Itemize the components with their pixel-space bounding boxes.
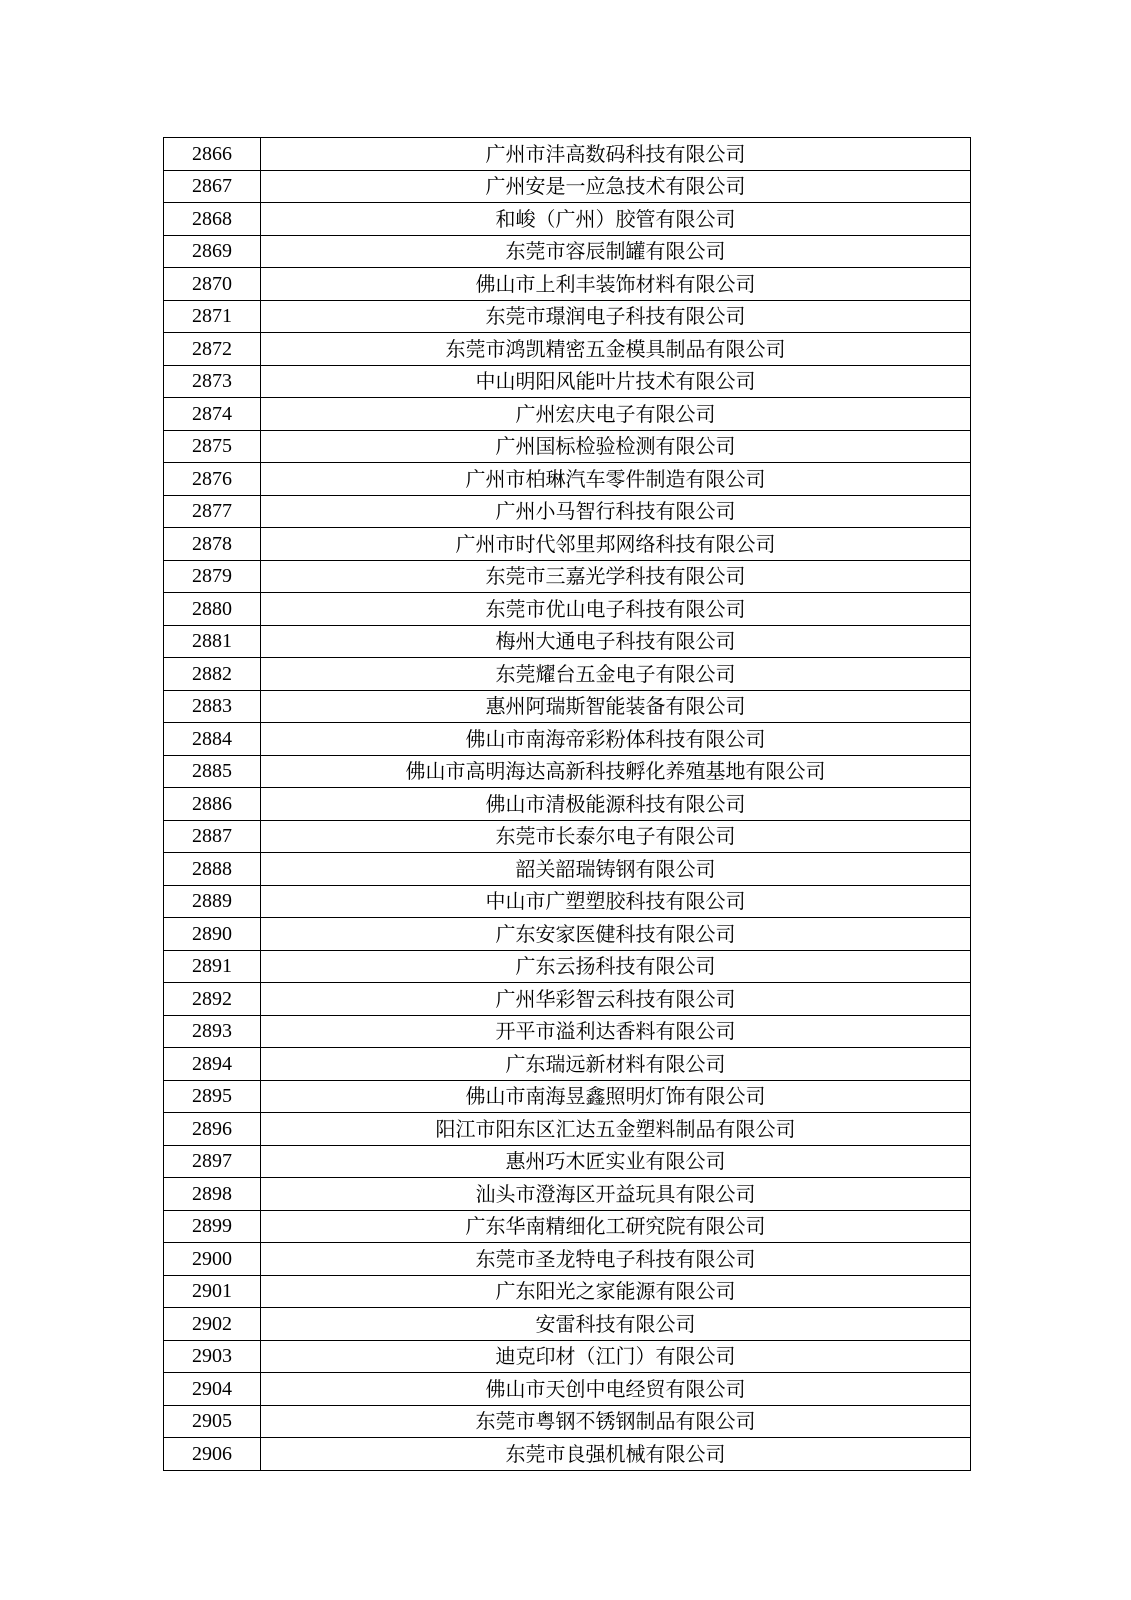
- table-row: [164, 690, 971, 723]
- row-number-cell: 2878: [164, 528, 261, 561]
- company-name-cell: 广州国标检验检测有限公司: [261, 430, 971, 463]
- company-name-cell: 广州华彩智云科技有限公司: [261, 983, 971, 1016]
- row-number-cell: 2903: [164, 1340, 261, 1373]
- row-number-cell: 2882: [164, 658, 261, 691]
- row-number-cell: 2883: [164, 690, 261, 723]
- company-name-cell: 东莞市圣龙特电子科技有限公司: [261, 1243, 971, 1276]
- row-number-cell: 2894: [164, 1048, 261, 1081]
- company-name-cell: 东莞市容辰制罐有限公司: [261, 235, 971, 268]
- table-row: [164, 1275, 971, 1308]
- company-name-cell: 东莞市优山电子科技有限公司: [261, 593, 971, 626]
- table-row: [164, 1015, 971, 1048]
- company-name-cell: 东莞市鸿凯精密五金模具制品有限公司: [261, 333, 971, 366]
- company-name-cell: 东莞市长泰尔电子有限公司: [261, 820, 971, 853]
- company-name-cell: 广东阳光之家能源有限公司: [261, 1275, 971, 1308]
- company-name-cell: 广东瑞远新材料有限公司: [261, 1048, 971, 1081]
- table-row: [164, 853, 971, 886]
- table-row: [164, 300, 971, 333]
- company-name-cell: 广州安是一应急技术有限公司: [261, 170, 971, 203]
- row-number-cell: 2889: [164, 885, 261, 918]
- company-name-cell: 东莞市璟润电子科技有限公司: [261, 300, 971, 333]
- table-row: [164, 268, 971, 301]
- table-row: [164, 1308, 971, 1341]
- row-number-cell: 2881: [164, 625, 261, 658]
- company-name-cell: 安雷科技有限公司: [261, 1308, 971, 1341]
- company-name-cell: 广东云扬科技有限公司: [261, 950, 971, 983]
- table-row: [164, 1405, 971, 1438]
- table-row: [164, 1145, 971, 1178]
- row-number-cell: 2876: [164, 463, 261, 496]
- company-name-cell: 广州市柏琳汽车零件制造有限公司: [261, 463, 971, 496]
- table-row: [164, 138, 971, 171]
- table-row: [164, 1113, 971, 1146]
- table-row: [164, 723, 971, 756]
- table-row: [164, 170, 971, 203]
- company-name-cell: 广州宏庆电子有限公司: [261, 398, 971, 431]
- row-number-cell: 2871: [164, 300, 261, 333]
- company-list-body: [164, 138, 971, 1471]
- row-number-cell: 2891: [164, 950, 261, 983]
- row-number-cell: 2866: [164, 138, 261, 171]
- table-row: [164, 983, 971, 1016]
- company-name-cell: 韶关韶瑞铸钢有限公司: [261, 853, 971, 886]
- table-row: [164, 398, 971, 431]
- company-name-cell: 东莞耀台五金电子有限公司: [261, 658, 971, 691]
- company-name-cell: 和峻（广州）胶管有限公司: [261, 203, 971, 236]
- row-number-cell: 2870: [164, 268, 261, 301]
- table-row: [164, 430, 971, 463]
- row-number-cell: 2888: [164, 853, 261, 886]
- row-number-cell: 2901: [164, 1275, 261, 1308]
- table-row: [164, 1340, 971, 1373]
- table-row: [164, 528, 971, 561]
- company-name-cell: 中山明阳风能叶片技术有限公司: [261, 365, 971, 398]
- table-row: [164, 560, 971, 593]
- row-number-cell: 2892: [164, 983, 261, 1016]
- table-row: [164, 1243, 971, 1276]
- row-number-cell: 2897: [164, 1145, 261, 1178]
- company-name-cell: 东莞市三嘉光学科技有限公司: [261, 560, 971, 593]
- table-row: [164, 1080, 971, 1113]
- company-name-cell: 广东安家医健科技有限公司: [261, 918, 971, 951]
- company-name-cell: 佛山市南海帝彩粉体科技有限公司: [261, 723, 971, 756]
- company-name-cell: 中山市广塑塑胶科技有限公司: [261, 885, 971, 918]
- company-name-cell: 开平市溢利达香料有限公司: [261, 1015, 971, 1048]
- company-name-cell: 东莞市粤钢不锈钢制品有限公司: [261, 1405, 971, 1438]
- row-number-cell: 2896: [164, 1113, 261, 1146]
- row-number-cell: 2886: [164, 788, 261, 821]
- company-name-cell: 佛山市高明海达高新科技孵化养殖基地有限公司: [261, 755, 971, 788]
- company-name-cell: 广州市沣高数码科技有限公司: [261, 138, 971, 171]
- row-number-cell: 2905: [164, 1405, 261, 1438]
- table-row: [164, 333, 971, 366]
- row-number-cell: 2898: [164, 1178, 261, 1211]
- table-row: [164, 950, 971, 983]
- row-number-cell: 2879: [164, 560, 261, 593]
- company-name-cell: 东莞市良强机械有限公司: [261, 1438, 971, 1471]
- company-name-cell: 广东华南精细化工研究院有限公司: [261, 1210, 971, 1243]
- company-name-cell: 惠州巧木匠实业有限公司: [261, 1145, 971, 1178]
- company-name-cell: 阳江市阳东区汇达五金塑料制品有限公司: [261, 1113, 971, 1146]
- table-row: [164, 755, 971, 788]
- table-row: [164, 1210, 971, 1243]
- row-number-cell: 2884: [164, 723, 261, 756]
- table-row: [164, 463, 971, 496]
- row-number-cell: 2885: [164, 755, 261, 788]
- row-number-cell: 2906: [164, 1438, 261, 1471]
- table-row: [164, 1438, 971, 1471]
- table-row: [164, 1048, 971, 1081]
- table-row: [164, 365, 971, 398]
- table-row: [164, 235, 971, 268]
- row-number-cell: 2893: [164, 1015, 261, 1048]
- company-list-table: [163, 137, 971, 1471]
- table-row: [164, 658, 971, 691]
- row-number-cell: 2902: [164, 1308, 261, 1341]
- row-number-cell: 2880: [164, 593, 261, 626]
- company-name-cell: 佛山市天创中电经贸有限公司: [261, 1373, 971, 1406]
- company-name-cell: 迪克印材（江门）有限公司: [261, 1340, 971, 1373]
- table-row: [164, 1373, 971, 1406]
- row-number-cell: 2868: [164, 203, 261, 236]
- row-number-cell: 2872: [164, 333, 261, 366]
- row-number-cell: 2895: [164, 1080, 261, 1113]
- row-number-cell: 2877: [164, 495, 261, 528]
- table-row: [164, 918, 971, 951]
- table-row: [164, 788, 971, 821]
- row-number-cell: 2887: [164, 820, 261, 853]
- company-name-cell: 汕头市澄海区开益玩具有限公司: [261, 1178, 971, 1211]
- table-row: [164, 885, 971, 918]
- row-number-cell: 2874: [164, 398, 261, 431]
- row-number-cell: 2873: [164, 365, 261, 398]
- table-row: [164, 495, 971, 528]
- table-row: [164, 593, 971, 626]
- row-number-cell: 2875: [164, 430, 261, 463]
- company-name-cell: 广州小马智行科技有限公司: [261, 495, 971, 528]
- company-name-cell: 广州市时代邻里邦网络科技有限公司: [261, 528, 971, 561]
- company-name-cell: 梅州大通电子科技有限公司: [261, 625, 971, 658]
- table-row: [164, 625, 971, 658]
- row-number-cell: 2904: [164, 1373, 261, 1406]
- company-name-cell: 佛山市清极能源科技有限公司: [261, 788, 971, 821]
- row-number-cell: 2890: [164, 918, 261, 951]
- row-number-cell: 2869: [164, 235, 261, 268]
- table-row: [164, 820, 971, 853]
- company-name-cell: 惠州阿瑞斯智能装备有限公司: [261, 690, 971, 723]
- table-row: [164, 203, 971, 236]
- table-row: [164, 1178, 971, 1211]
- row-number-cell: 2900: [164, 1243, 261, 1276]
- row-number-cell: 2899: [164, 1210, 261, 1243]
- company-name-cell: 佛山市上利丰装饰材料有限公司: [261, 268, 971, 301]
- row-number-cell: 2867: [164, 170, 261, 203]
- company-name-cell: 佛山市南海昱鑫照明灯饰有限公司: [261, 1080, 971, 1113]
